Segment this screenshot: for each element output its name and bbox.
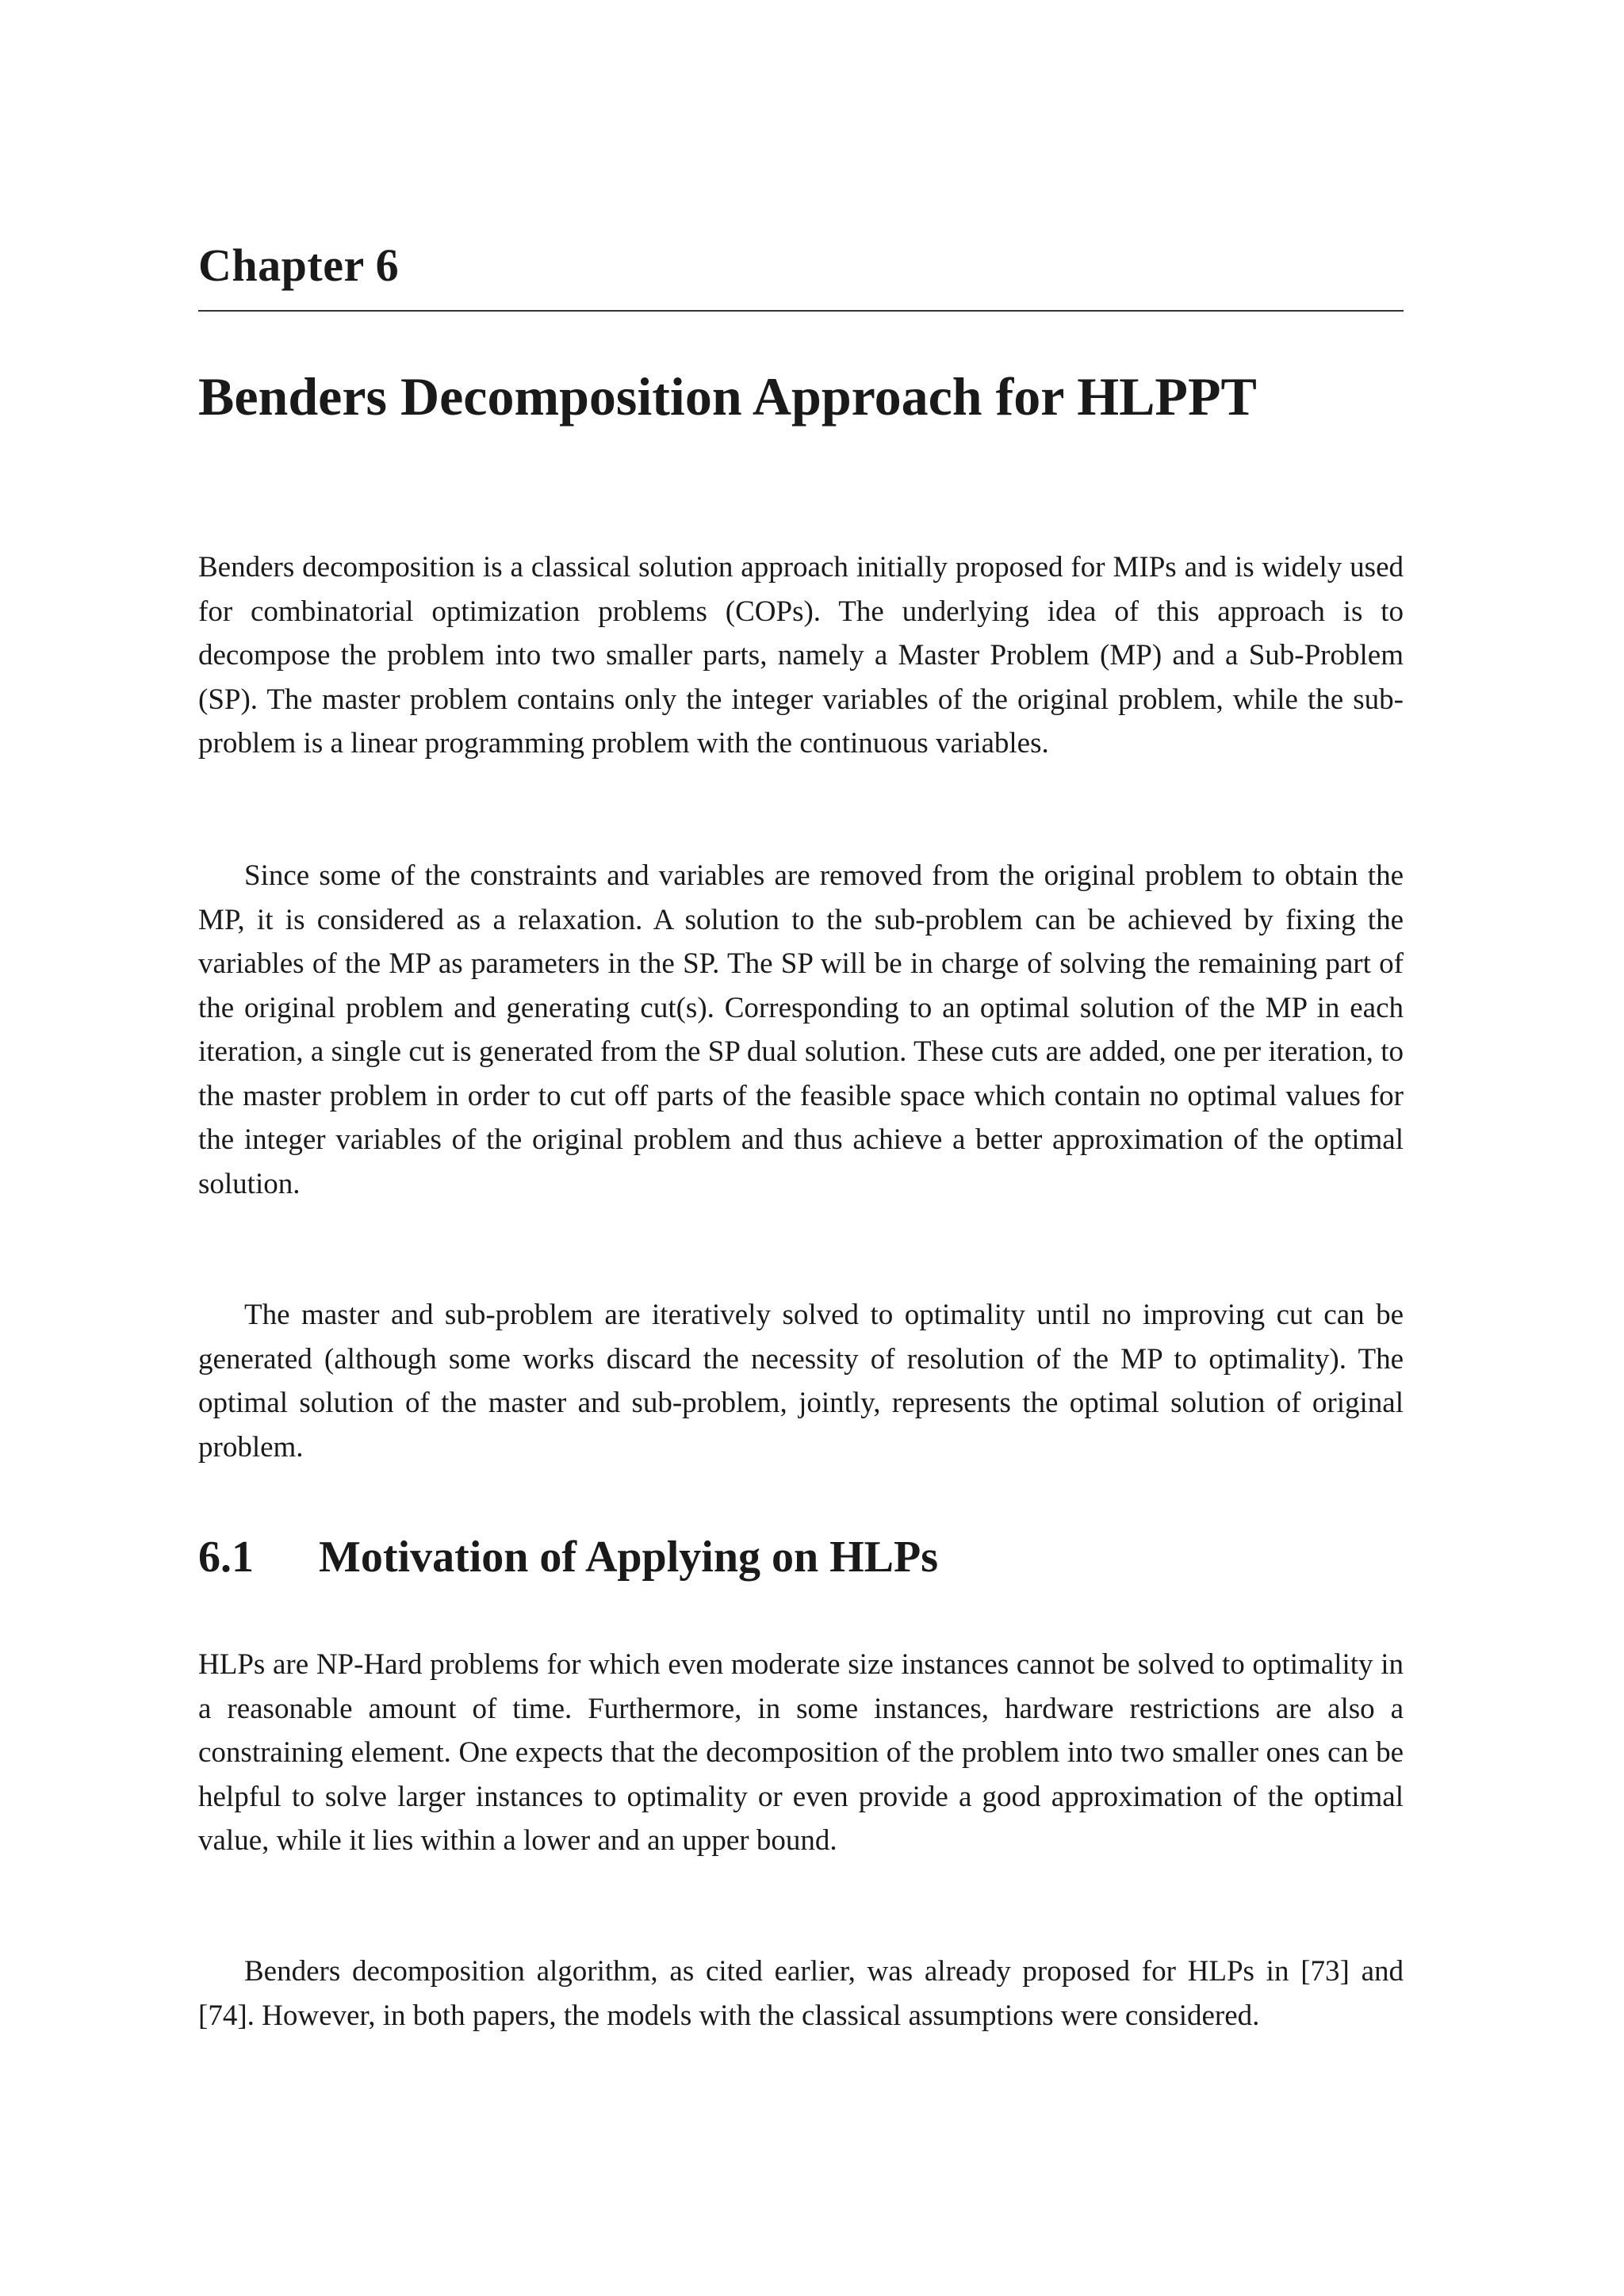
section-title: Motivation of Applying on HLPs <box>319 1533 939 1582</box>
page <box>198 0 1404 2296</box>
section-paragraph-1: HLPs are NP-Hard problems for which even moderate size instances cannot be solved to optimality in a reasonable amount of time. Furthermore, in some instances, hardware restrictions are also a constraining element. One expects that the decomposition of the problem into two smaller ones can be helpful to solve larger instances to optimality or even provide a good approximation of the optimal value, while it lies within a lower and an upper bound. <box>198 1648 1404 1857</box>
chapter-rule <box>198 310 1404 312</box>
intro-paragraph-1: Benders decomposition is a classical solution approach initially proposed for MIPs and is widely used for combinatorial optimization problems (COPs). The underlying idea of this approach is to decompose the problem into two smaller parts, namely a Master Problem (MP) and a Sub-Problem (SP). The master problem contains only the integer variables of the original problem, while the sub-problem is a linear programming problem with the continuous variables. <box>198 551 1404 760</box>
chapter-title: Benders Decomposition Approach for HLPPT <box>198 366 1257 427</box>
chapter-label: Chapter 6 <box>198 239 400 291</box>
section-paragraph-2: Benders decomposition algorithm, as cited earlier, was already proposed for HLPs in [73] and [74]. However, in both papers, the models with the classical assumptions were considered. <box>198 1955 1404 2032</box>
intro-paragraph-2: Since some of the constraints and variables are removed from the original problem to obtain the MP, it is considered as a relaxation. A solution to the sub-problem can be achieved by fixing the variables of the MP as parameters in the SP. The SP will be in charge of solving the remaining part of the original problem and generating cut(s). Corresponding to an optimal solution of the MP in each iteration, a single cut is generated from the SP dual solution. These cuts are added, one per iteration, to the master problem in order to cut off parts of the feasible space which contain no optimal values for the integer variables of the original problem and thus achieve a better approximation of the optimal solution. <box>198 859 1404 1200</box>
intro-paragraph-3: The master and sub-problem are iteratively solved to optimality until no improving cut can be generated (although some works discard the necessity of resolution of the MP to optimality). The optimal solution of the master and sub-problem, jointly, represents the optimal solution of original problem. <box>198 1299 1404 1464</box>
section-number: 6.1 <box>198 1533 254 1582</box>
section-heading <box>198 1533 938 1582</box>
